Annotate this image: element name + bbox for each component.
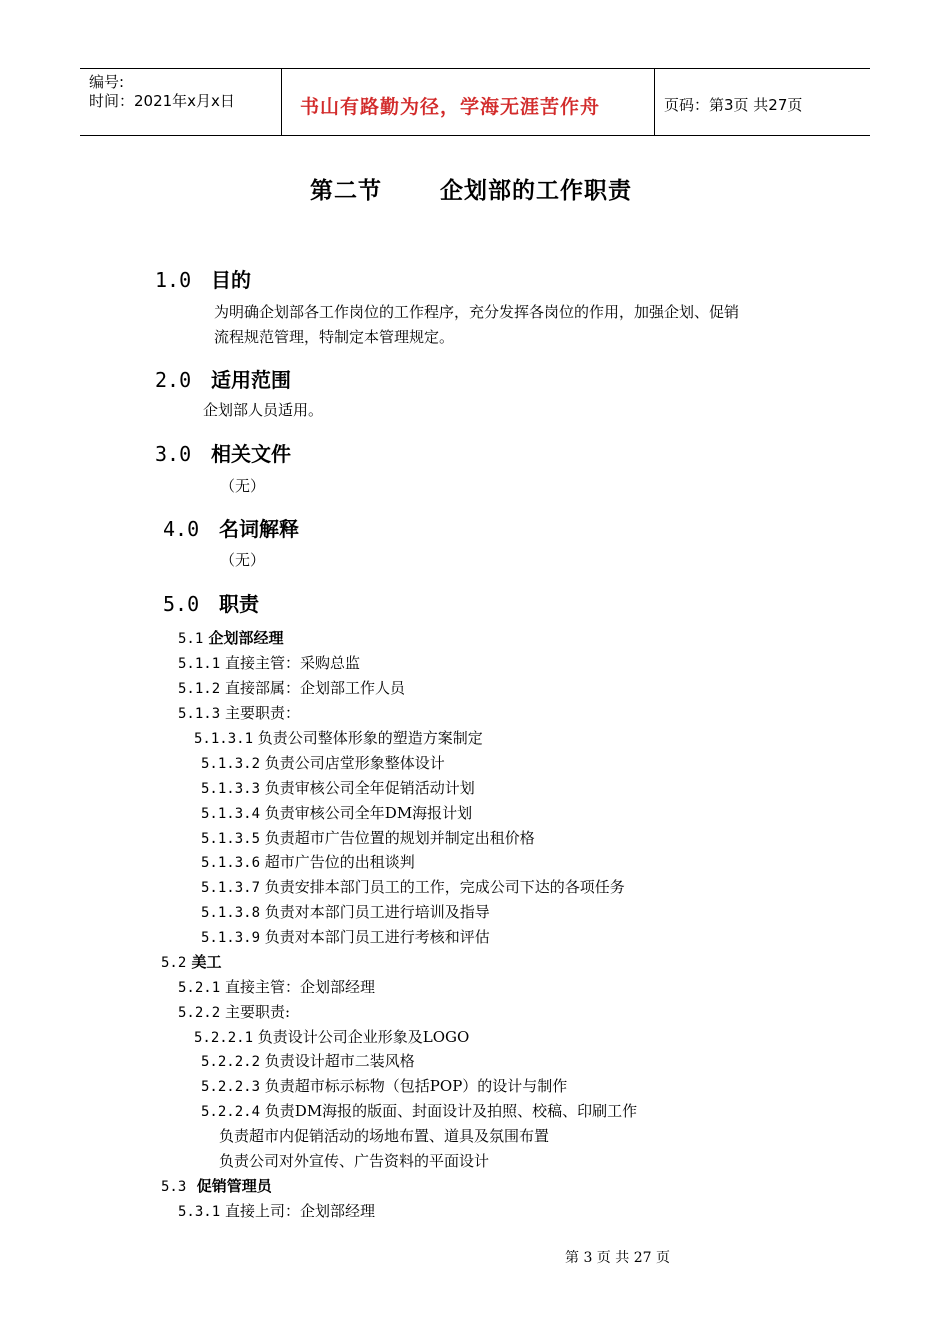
duty-number: 5.1 (178, 631, 204, 647)
header-motto: 书山有路勤为径，学海无涯苦作舟 (300, 96, 601, 118)
duty-row (178, 1200, 375, 1221)
duty-text: 促销管理员 (196, 1177, 272, 1195)
duty-number: 5.1.3.6 (201, 855, 261, 871)
section-heading-2 (155, 364, 291, 393)
duty-row-continued (219, 1150, 489, 1171)
duty-number: 5.2.2.1 (194, 1030, 254, 1046)
duty-row (201, 827, 535, 848)
header-divider-left (281, 68, 282, 136)
duty-row (201, 777, 475, 798)
duty-number: 5.2 (161, 955, 187, 971)
duty-row (201, 1075, 567, 1096)
duty-row (201, 1100, 637, 1121)
duty-number: 5.3.1 (178, 1204, 221, 1220)
document-number-label: 编号: (89, 73, 125, 91)
duty-row (194, 727, 483, 748)
duty-text: 负责DM海报的版面、封面设计及拍照、校稿、印刷工作 (264, 1102, 638, 1120)
duty-number: 5.1.1 (178, 656, 221, 672)
duty-row (178, 652, 360, 673)
duty-row (201, 752, 445, 773)
duty-row-continued (219, 1125, 549, 1146)
duty-number: 5.1.2 (178, 681, 221, 697)
duty-row (201, 901, 490, 922)
duty-number: 5.1.3 (178, 706, 221, 722)
duty-text: 直接上司：企划部经理 (224, 1202, 375, 1220)
duty-text: 负责安排本部门员工的工作，完成公司下达的各项任务 (264, 878, 625, 896)
duty-number: 5.2.2.4 (201, 1104, 261, 1120)
page-footer: 第 3 页 共 27 页 (565, 1250, 670, 1266)
section-number: 3.0 (155, 442, 192, 466)
duty-text: 负责超市内促销活动的场地布置、道具及氛围布置 (219, 1127, 550, 1145)
duty-text: 负责对本部门员工进行考核和评估 (264, 928, 490, 946)
duty-text: 负责公司店堂形象整体设计 (264, 754, 445, 772)
duty-text: 负责超市广告位置的规划并制定出租价格 (264, 829, 535, 847)
section-title: 相关文件 (211, 442, 291, 466)
header-top-rule (80, 68, 870, 69)
duty-row (201, 1050, 415, 1071)
duty-number: 5.1.3.8 (201, 905, 261, 921)
duty-text: 直接主管：采购总监 (224, 654, 360, 672)
duty-row (178, 702, 300, 723)
duty-text: 美工 (191, 953, 222, 971)
duty-heading-5-2 (161, 951, 222, 972)
duty-number: 5.1.3.3 (201, 781, 261, 797)
document-date-label: 时间：2021年x月x日 (89, 92, 235, 110)
section-title: 适用范围 (211, 368, 291, 392)
duty-text: 负责公司整体形象的塑造方案制定 (257, 729, 483, 747)
duty-row (178, 677, 405, 698)
duty-text: 负责审核公司全年DM海报计划 (264, 804, 473, 822)
duty-text: 直接主管：企划部经理 (224, 978, 375, 996)
duty-text: 负责审核公司全年促销活动计划 (264, 779, 475, 797)
duty-number: 5.1.3.1 (194, 731, 254, 747)
duty-number: 5.1.3.7 (201, 880, 261, 896)
header-divider-right (654, 68, 655, 136)
duty-text: 直接部属：企划部工作人员 (224, 679, 405, 697)
section-number: 4.0 (163, 517, 200, 541)
duty-text: 负责设计超市二装风格 (264, 1052, 415, 1070)
section-title: 目的 (211, 268, 251, 292)
section-1-line-2: 流程规范管理，特制定本管理规定。 (214, 328, 455, 346)
duty-row (178, 976, 375, 997)
duty-number: 5.2.2.2 (201, 1054, 261, 1070)
duty-row (178, 1001, 290, 1022)
title-name: 企划部的工作职责 (440, 178, 632, 204)
duty-row (201, 802, 472, 823)
page-title (310, 172, 632, 205)
duty-number: 5.3 (161, 1179, 187, 1195)
duty-text: 负责对本部门员工进行培训及指导 (264, 903, 490, 921)
section-heading-3 (155, 438, 291, 467)
section-2-text: 企划部人员适用。 (203, 401, 324, 419)
title-section: 第二节 (310, 178, 382, 204)
duty-row (201, 926, 490, 947)
duty-text: 主要职责： (224, 704, 300, 722)
duty-heading-5-3 (161, 1175, 272, 1196)
section-heading-1 (155, 264, 251, 293)
duty-heading-5-1 (178, 627, 284, 648)
section-3-text: （无） (220, 477, 266, 495)
section-heading-4 (163, 513, 299, 542)
duty-number: 5.1.3.5 (201, 831, 261, 847)
duty-number: 5.2.1 (178, 980, 221, 996)
duty-text: 负责超市标示标物（包括POP）的设计与制作 (264, 1077, 568, 1095)
duty-row (194, 1026, 469, 1047)
duty-text: 负责公司对外宣传、广告资料的平面设计 (219, 1152, 490, 1170)
duty-number: 5.1.3.4 (201, 806, 261, 822)
section-number: 1.0 (155, 268, 192, 292)
header-bottom-rule (80, 135, 870, 136)
section-1-line-1: 为明确企划部各工作岗位的工作程序，充分发挥各岗位的作用，加强企划、促销 (214, 303, 740, 321)
section-title: 名词解释 (219, 517, 299, 541)
duty-number: 5.1.3.9 (201, 930, 261, 946)
duty-text: 主要职责: (224, 1003, 290, 1021)
duty-text: 负责设计公司企业形象及LOGO (257, 1028, 470, 1046)
duty-row (201, 851, 415, 872)
duty-text: 企划部经理 (208, 629, 284, 647)
section-title: 职责 (219, 592, 259, 616)
duty-number: 5.2.2 (178, 1005, 221, 1021)
header-page-indicator: 页码：第3页 共27页 (664, 96, 803, 114)
section-number: 5.0 (163, 592, 200, 616)
section-4-text: （无） (220, 551, 266, 569)
duty-text: 超市广告位的出租谈判 (264, 853, 415, 871)
section-number: 2.0 (155, 368, 192, 392)
duty-number: 5.1.3.2 (201, 756, 261, 772)
duty-number: 5.2.2.3 (201, 1079, 261, 1095)
section-heading-5 (163, 588, 259, 617)
duty-row (201, 876, 625, 897)
